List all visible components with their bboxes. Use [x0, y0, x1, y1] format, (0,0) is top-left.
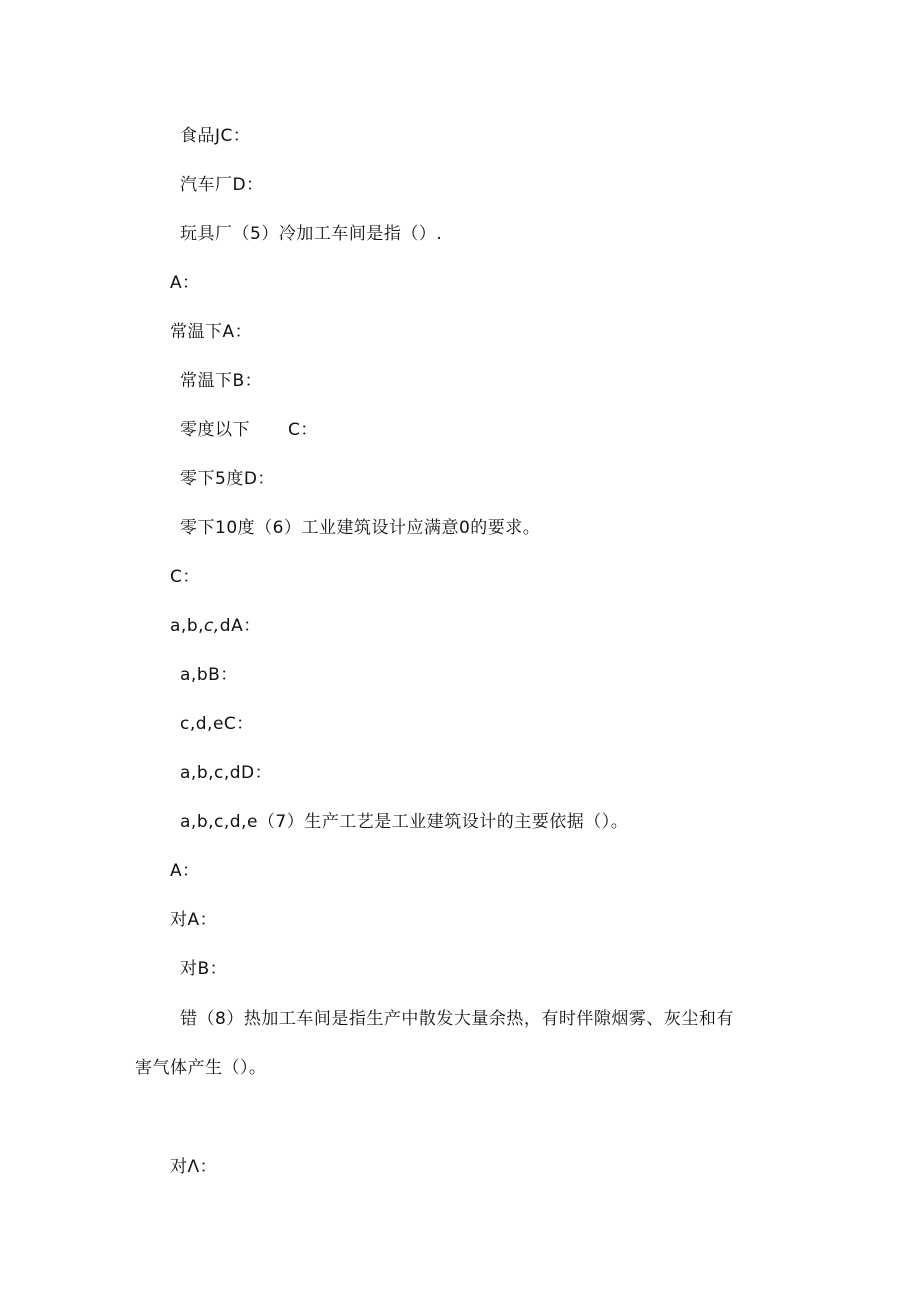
- text-line: a,b,c,d,e（7）生产工艺是工业建筑设计的主要依据（）。: [180, 812, 629, 832]
- text-line: 害气体产生（）。: [135, 1058, 267, 1078]
- text-line: a,bB：: [180, 665, 238, 685]
- text-segment: a,b,: [170, 616, 205, 636]
- text-line: 错（8）热加工车间是指生产中散发大量余热，有时伴隙烟雾、灰尘和有: [180, 1009, 734, 1029]
- text-line: 对A：: [170, 910, 218, 930]
- text-line: [180, 419, 318, 441]
- text-line: c,d,eC：: [180, 714, 254, 734]
- text-line: 常温下B：: [180, 371, 263, 391]
- text-segment: 零度以下: [180, 420, 250, 440]
- text-line: 对B：: [180, 959, 228, 979]
- text-segment-italic: c,: [204, 616, 220, 636]
- text-line: 汽车厂D：: [180, 175, 264, 195]
- text-segment: C：: [288, 420, 318, 440]
- text-line: 食品JC：: [180, 126, 251, 146]
- text-line: 玩具厂（5）冷加工车间是指（）.: [180, 224, 443, 244]
- text-segment: dA：: [219, 616, 261, 636]
- text-line: a,b,c,dD：: [180, 763, 273, 783]
- text-line: A：: [170, 273, 200, 293]
- text-line: 对Λ：: [170, 1157, 218, 1177]
- text-line: [170, 615, 261, 637]
- text-line: C：: [170, 567, 200, 587]
- text-line: 常温下A：: [170, 322, 253, 342]
- text-line: 零下10度（6）工业建筑设计应满意0的要求。: [180, 518, 541, 538]
- text-line: A：: [170, 861, 200, 881]
- text-line: 零下5度D：: [180, 469, 275, 489]
